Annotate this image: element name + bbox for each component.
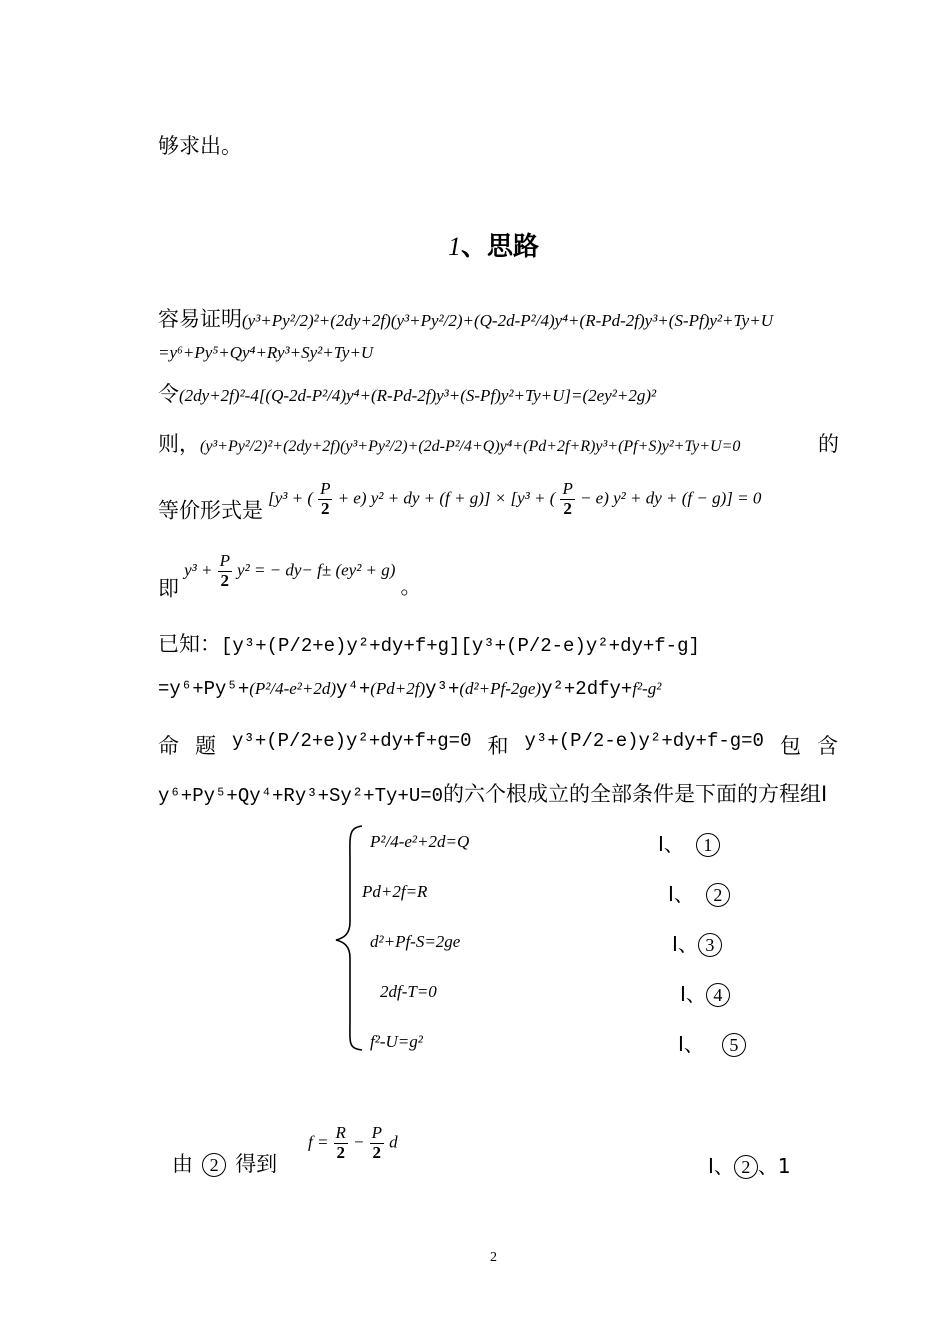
text: 的六个根成立的全部条件是下面的方程组Ⅰ bbox=[443, 782, 828, 806]
formula: (2dy+2f)²-4[(Q-2d-P²/4)y⁴+(R-Pd-2f)y³+(S-Pf)y²+Ty+U]=(2ey²+2g)² bbox=[179, 386, 657, 405]
paragraph-6 bbox=[158, 628, 700, 658]
equation-tag: Ⅰ、 5 bbox=[678, 1028, 746, 1057]
text: 即 bbox=[158, 576, 179, 601]
formula: [y³ + ( bbox=[268, 488, 313, 508]
formula: f = $\frac{R}{2}$ − $\frac{P}{2}$ d bbox=[308, 1123, 398, 1162]
heading-number: 1 bbox=[448, 232, 461, 261]
text-line: 够求出。 bbox=[158, 134, 242, 158]
paragraph-7: =y⁶+Py⁵+(P²/4-e²+2d)y⁴+(Pd+2f)y³+(d²+Pf-2ge)y²+2dfy+f²-g² bbox=[158, 678, 662, 700]
text: 令 bbox=[158, 382, 179, 406]
equation: Pd+2f=R bbox=[362, 882, 428, 901]
formula: − e) y² + dy + (f − g)] = 0 bbox=[579, 488, 762, 508]
text: 的 bbox=[818, 432, 839, 456]
text: 容易证明 bbox=[158, 307, 242, 331]
equation-tag: Ⅰ、 2 、1 bbox=[708, 1154, 791, 1178]
formula: (y³+Py²/2)²+(2dy+2f)(y³+Py²/2)+(2d-P²/4+Q)y⁴+(Pd+2f+R)y³+(Pf+S)y²+Ty+U=0 bbox=[200, 438, 741, 455]
text: 等价形式是 bbox=[158, 498, 263, 523]
equation: f²-U=g² bbox=[370, 1032, 423, 1051]
page-number: 2 bbox=[490, 1250, 497, 1265]
formula: (y³+Py²/2)²+(2dy+2f)(y³+Py²/2)+(Q-2d-P²/4)y⁴+(R-Pd-2f)y³+(S-Pf)y²+Ty+U bbox=[242, 311, 773, 330]
heading-text: 、思路 bbox=[461, 232, 540, 262]
formula-line: =y⁶+Py⁵+Qy⁴+Ry³+Sy²+Ty+U bbox=[158, 343, 374, 362]
equation: 2df-T=0 bbox=[380, 982, 437, 1001]
equation-tag: Ⅰ、 3 bbox=[672, 928, 722, 957]
paragraph-9 bbox=[158, 778, 827, 808]
paragraph-2 bbox=[158, 378, 656, 408]
text: 已知： bbox=[158, 632, 221, 656]
formula: [y³+(P/2+e)y²+dy+f+g][y³+(P/2-e)y²+dy+f-g] bbox=[221, 635, 700, 657]
fraction: $\frac{P}{2}$ bbox=[320, 479, 331, 518]
paragraph-1 bbox=[158, 303, 773, 333]
equation: P²/4-e²+2d=Q bbox=[370, 832, 470, 851]
paragraph-4 bbox=[158, 480, 761, 525]
equation-tag: Ⅰ、 2 bbox=[668, 878, 730, 907]
equation-tag: Ⅰ、 4 bbox=[680, 978, 730, 1007]
paragraph-3 bbox=[158, 428, 740, 458]
section-heading bbox=[448, 226, 539, 263]
formula: y³ + bbox=[184, 560, 213, 580]
paragraph-5 bbox=[158, 552, 422, 603]
formula: y² = − dy− f± (ey² + g) bbox=[237, 560, 396, 580]
paragraph-8: 命 题 y³+(P/2+e)y²+dy+f+g=0 和 y³+(P/2-e)y²+dy+f-g=0 包 含 bbox=[158, 730, 838, 758]
text: 。 bbox=[400, 574, 422, 599]
left-brace-icon bbox=[330, 822, 366, 1052]
fraction: $\frac{P}{2}$ bbox=[219, 551, 230, 590]
formula: + e) y² + dy + (f + g)] × [y³ + ( bbox=[337, 488, 556, 508]
equation-tag: Ⅰ、 1 bbox=[658, 828, 720, 857]
formula: y⁶+Py⁵+Qy⁴+Ry³+Sy²+Ty+U=0 bbox=[158, 785, 444, 807]
equation: d²+Pf-S=2ge bbox=[370, 932, 461, 951]
text: 则， bbox=[158, 432, 200, 456]
paragraph-10: 由 2 得到 bbox=[172, 1152, 278, 1176]
fraction: $\frac{P}{2}$ bbox=[562, 479, 573, 518]
